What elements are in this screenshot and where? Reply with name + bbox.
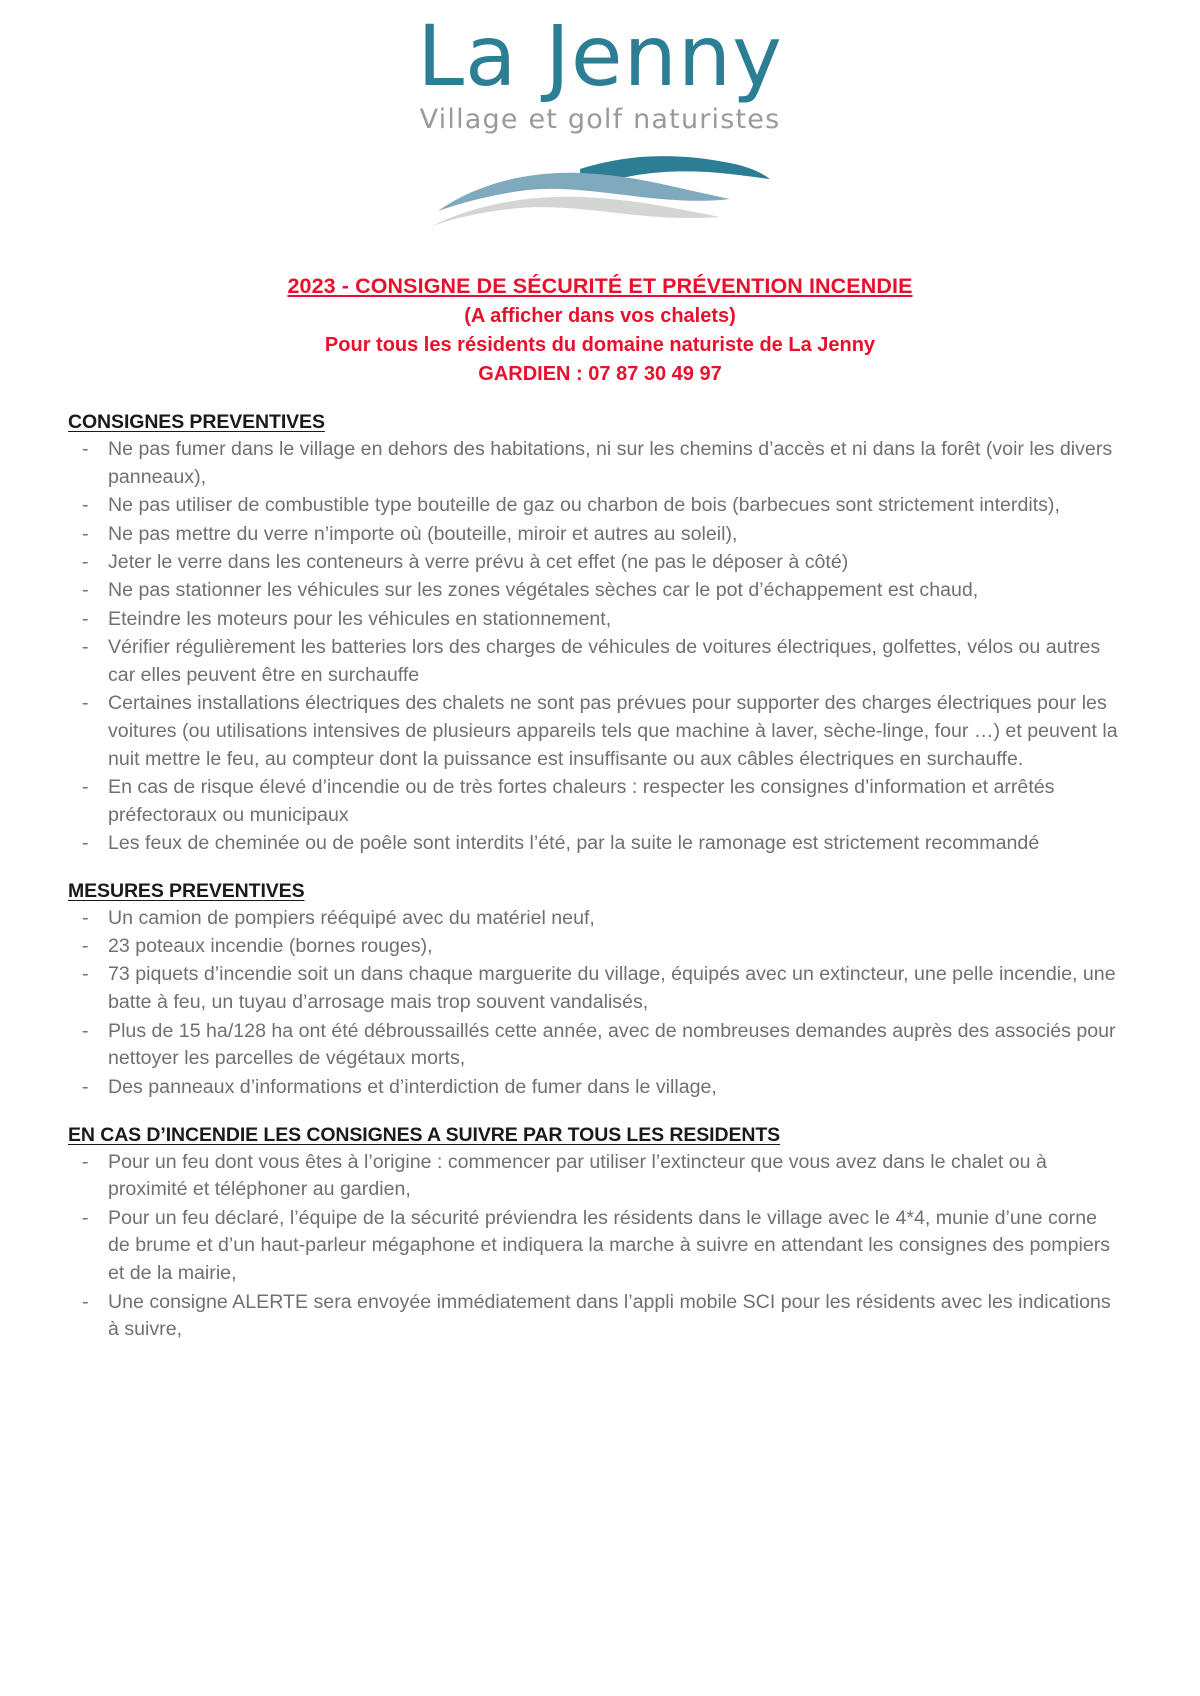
bullet-list bbox=[68, 905, 1122, 1102]
list-item: - Plus de 15 ha/128 ha ont été débroussaillés cette année, avec de nombreuses demandes auprès des associés pour nettoyer les parcelles de végétaux morts, bbox=[68, 1018, 1122, 1074]
logo-wordmark: La Jenny bbox=[417, 7, 783, 105]
section-mesures-preventives bbox=[68, 880, 1122, 1102]
list-item: - Pour un feu dont vous êtes à l’origine : commencer par utiliser l’extincteur que vous avez dans le chalet ou à proximité et téléphoner au gardien, bbox=[68, 1149, 1122, 1205]
list-item: - Un camion de pompiers rééquipé avec du matériel neuf, bbox=[68, 905, 1122, 933]
list-item: - Les feux de cheminée ou de poêle sont interdits l’été, par la suite le ramonage est strictement recommandé bbox=[68, 830, 1122, 858]
list-item: - Pour un feu déclaré, l’équipe de la sécurité préviendra les résidents dans le village avec le 4*4, munie d’une corne de brume et d’un haut-parleur mégaphone et indiquera la marche à suivre en attendant les consignes des pompiers et de la mairie, bbox=[68, 1205, 1122, 1288]
list-item: - Certaines installations électriques des chalets ne sont pas prévues pour supporter des charges électriques pour les voitures (ou utilisations intensives de plusieurs appareils tels que machine à laver, sèche-linge, four …) et peuvent la nuit mettre le feu, au compteur dont la puissance est insuffisante ou aux câbles électriques en surchauffe. bbox=[68, 690, 1122, 773]
la-jenny-logo bbox=[0, 0, 1200, 227]
title-subline-residents: Pour tous les résidents du domaine naturiste de La Jenny bbox=[324, 334, 876, 357]
document-body bbox=[0, 411, 1200, 1344]
page-title: 2023 - CONSIGNE DE SÉCURITÉ ET PRÉVENTION INCENDIE bbox=[287, 274, 913, 298]
title-subline-afficher: (A afficher dans vos chalets) bbox=[464, 305, 736, 328]
list-item: - Jeter le verre dans les conteneurs à verre prévu à cet effet (ne pas le déposer à côté) bbox=[68, 549, 1122, 577]
list-item: - Vérifier régulièrement les batteries lors des charges de véhicules de voitures électriques, golfettes, vélos ou autres car elles peuvent être en surchauffe bbox=[68, 634, 1122, 690]
title-gardien-phone: GARDIEN : 07 87 30 49 97 bbox=[478, 363, 722, 386]
list-item: - 73 piquets d’incendie soit un dans chaque marguerite du village, équipés avec un extincteur, une pelle incendie, une batte à feu, un tuyau d’arrosage mais trop souvent vandalisés, bbox=[68, 961, 1122, 1017]
section-heading: CONSIGNES PREVENTIVES bbox=[68, 411, 325, 434]
document-title-block bbox=[0, 271, 1200, 389]
list-item: - Ne pas stationner les véhicules sur les zones végétales sèches car le pot d’échappement est chaud, bbox=[68, 577, 1122, 605]
list-item: - 23 poteaux incendie (bornes rouges), bbox=[68, 933, 1122, 961]
list-item: - Ne pas fumer dans le village en dehors des habitations, ni sur les chemins d’accès et ni dans la forêt (voir les divers panneaux), bbox=[68, 436, 1122, 492]
bullet-list bbox=[68, 436, 1122, 858]
logo-tagline: Village et golf naturistes bbox=[419, 104, 781, 135]
section-heading: MESURES PREVENTIVES bbox=[68, 879, 305, 902]
list-item: - Une consigne ALERTE sera envoyée immédiatement dans l’appli mobile SCI pour les résidents avec les indications à suivre, bbox=[68, 1289, 1122, 1345]
list-item: - Eteindre les moteurs pour les véhicules en stationnement, bbox=[68, 606, 1122, 634]
list-item: - En cas de risque élevé d’incendie ou de très fortes chaleurs : respecter les consignes d’information et arrêtés préfectoraux ou municipaux bbox=[68, 774, 1122, 830]
bullet-list bbox=[68, 1149, 1122, 1345]
section-consignes-preventives bbox=[68, 411, 1122, 858]
logo-waves-icon bbox=[430, 149, 770, 227]
list-item: - Ne pas mettre du verre n’importe où (bouteille, miroir et autres au soleil), bbox=[68, 521, 1122, 549]
list-item: - Ne pas utiliser de combustible type bouteille de gaz ou charbon de bois (barbecues sont strictement interdits), bbox=[68, 492, 1122, 520]
list-item: - Des panneaux d’informations et d’interdiction de fumer dans le village, bbox=[68, 1074, 1122, 1102]
section-en-cas-dincendie bbox=[68, 1124, 1122, 1345]
section-heading: EN CAS D’INCENDIE LES CONSIGNES A SUIVRE PAR TOUS LES RESIDENTS bbox=[68, 1123, 781, 1146]
